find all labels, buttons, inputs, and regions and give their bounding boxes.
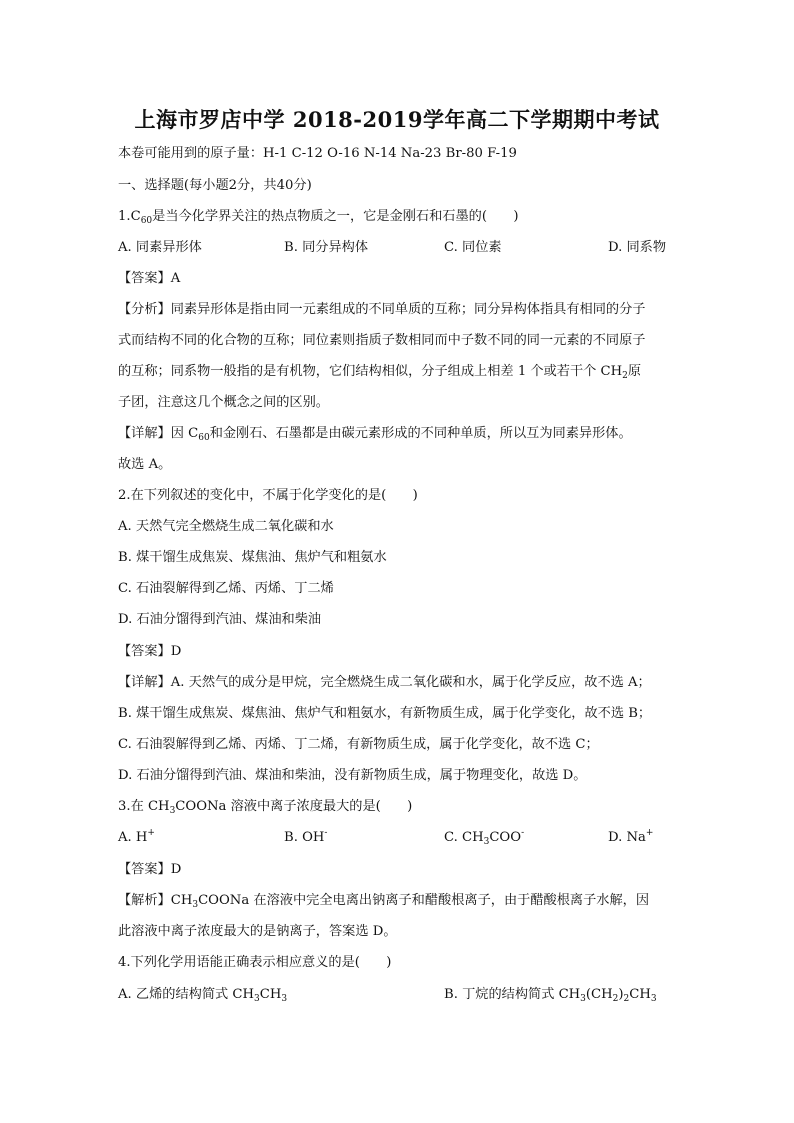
question-1-analysis-line-3: 的互称；同系物一般指的是有机物，它们结构相似，分子组成上相差 1 个或若干个 $CH_2$原: [118, 364, 642, 381]
question-4-option-b: B. 丁烷的结构简式 $CH_3(CH_2)_2CH_3$: [444, 987, 657, 1004]
question-1-analysis-line-4: 子团，注意这几个概念之间的区别。: [118, 395, 329, 410]
question-3-option-a: A. H+: [118, 828, 155, 845]
question-2-detail-line-2: B. 煤干馏生成焦炭、煤焦油、焦炉气和粗氨水，有新物质生成，属于化学变化，故不选 B；: [118, 706, 652, 721]
section-heading: 一、选择题(每小题2分，共40分): [118, 178, 312, 193]
question-1-stem: $1.C_{60}$是当今化学界关注的热点物质之一，它是金刚石和石墨的( ): [118, 209, 519, 226]
question-1-detail-line-1: 【详解】因 $C_{60}$和金刚石、石墨都是由碳元素形成的不同种单质，所以互为同素异形体。: [118, 426, 632, 443]
question-4-stem: 4.下列化学用语能正确表示相应意义的是( ): [118, 955, 392, 970]
question-2-stem: 2.在下列叙述的变化中，不属于化学变化的是( ): [118, 488, 418, 503]
question-4-option-a: A. 乙烯的结构简式 $CH_3CH_3$: [118, 987, 288, 1004]
question-1-option-d: D. 同系物: [608, 240, 667, 255]
question-2-option-a: A. 天然气完全燃烧生成二氧化碳和水: [118, 519, 334, 534]
question-1-option-c: C. 同位素: [444, 240, 502, 255]
question-3-analysis-line-2: 此溶液中离子浓度最大的是钠离子，答案选 D。: [118, 924, 397, 939]
question-2-option-b: B. 煤干馏生成焦炭、煤焦油、焦炉气和粗氨水: [118, 550, 387, 565]
page-title: 上海市罗店中学 2018-2019学年高二下学期期中考试: [134, 107, 660, 132]
question-3-option-d: D. Na+: [608, 828, 654, 845]
question-2-answer: 【答案】D: [118, 644, 182, 659]
question-2-detail-line-1: 【详解】A. 天然气的成分是甲烷，完全燃烧生成二氧化碳和水，属于化学反应，故不选 A；: [118, 675, 651, 690]
question-1-detail-line-2: 故选 A。: [118, 457, 172, 472]
question-1-analysis-line-1: 【分析】同素异形体是指由同一元素组成的不同单质的互称；同分异构体指具有相同的分子: [118, 302, 646, 317]
question-2-detail-line-4: D. 石油分馏得到汽油、煤油和柴油，没有新物质生成，属于物理变化，故选 D。: [118, 768, 587, 783]
question-1-option-a: A. 同素异形体: [118, 240, 202, 255]
question-2-option-d: D. 石油分馏得到汽油、煤油和柴油: [118, 612, 322, 627]
question-3-answer: 【答案】D: [118, 862, 182, 877]
question-1-answer: 【答案】A: [118, 271, 181, 286]
question-1-analysis-line-2: 式而结构不同的化合物的互称；同位素则指质子数相同而中子数不同的同一元素的不同原子: [118, 333, 646, 348]
question-2-option-c: C. 石油裂解得到乙烯、丙烯、丁二烯: [118, 581, 334, 596]
question-3-stem: 3.在 $CH_3COONa$ 溶液中离子浓度最大的是( ): [118, 799, 413, 816]
question-1-option-b: B. 同分异构体: [284, 240, 369, 255]
question-3-option-c: C. $CH_3COO^-$: [444, 828, 525, 847]
question-3-option-b: B. OH-: [284, 828, 328, 845]
question-2-detail-line-3: C. 石油裂解得到乙烯、丙烯、丁二烯，有新物质生成，属于化学变化，故不选 C；: [118, 737, 599, 752]
question-3-analysis-line-1: 【解析】$CH_3COONa$ 在溶液中完全电离出钠离子和醋酸根离子，由于醋酸根离子水解，因: [118, 893, 650, 910]
atomic-masses-note: 本卷可能用到的原子量：H-1 C-12 O-16 N-14 Na-23 Br-80 F-19: [118, 146, 517, 161]
